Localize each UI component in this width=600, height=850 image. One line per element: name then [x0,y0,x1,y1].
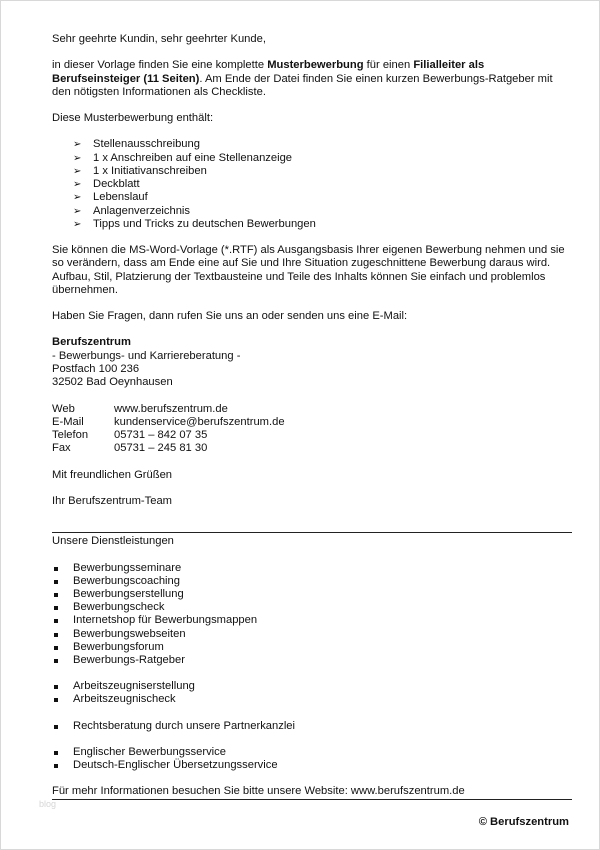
services-list-2 [52,680,572,706]
contact-row-fax [52,442,572,455]
address-subtitle: - Bewerbungs- und Karriereberatung - [52,349,241,362]
word-template-paragraph: Sie können die MS-Word-Vorlage (*.RTF) als Ausgangsbasis Ihrer eigenen Bewerbung nehmen und sie so verändern, dass am Ende eine auf Sie und Ihre Situation zugeschnittene Bewerbung daraus wird. Aufbau, Stil, Platzierung der Textbausteine und Teile des Inhalts können Sie einfach und problemlos übernehmen. [52,243,565,296]
intro-text-1: in dieser Vorlage finden Sie eine komplette [52,59,268,72]
contact-table [52,403,572,456]
list-item: Bewerbungscheck [52,601,572,614]
contains-list [52,138,572,230]
contact-value[interactable]: kundenservice@berufszentrum.de [114,415,285,428]
contact-value: 05731 – 842 07 35 [114,429,208,442]
signature: Ihr Berufszentrum-Team [52,495,172,508]
intro-bold-2: Filialleiter als Berufseinsteiger (11 Seiten) [52,59,485,85]
salutation: Sehr geehrte Kundin, sehr geehrter Kunde, [52,33,266,45]
contact-row-web [52,403,572,416]
address-city: 32502 Bad Oeynhausen [52,376,173,389]
services-list-1 [52,562,572,668]
services-list-4 [52,746,572,772]
list-item: ➢ Stellenausschreibung [73,138,572,151]
contact-value: 05731 – 245 81 30 [114,442,208,455]
list-item: Bewerbungsforum [52,641,572,654]
intro-bold-1: Musterbewerbung [267,59,364,72]
list-item: Bewerbungswebseiten [52,628,572,641]
contact-value[interactable]: www.berufszentrum.de [114,402,228,415]
services-heading: Unsere Dienstleistungen [52,535,174,548]
closing: Mit freundlichen Grüßen [52,468,173,481]
list-item: Arbeitszeugniserstellung [52,680,572,693]
intro-text-2: für einen [363,59,414,72]
contact-row-email [52,416,572,429]
list-item: Bewerbungserstellung [52,588,572,601]
list-item: Internetshop für Bewerbungsmappen [52,614,572,627]
list-item: Bewerbungscoaching [52,575,572,588]
services-list-3 [52,720,572,733]
list-item: Deutsch-Englischer Übersetzungsservice [52,759,572,772]
more-info: Für mehr Informationen besuchen Sie bitte unsere Website: www.berufszentrum.de [52,785,465,798]
company-name: Berufszentrum [52,336,131,349]
list-item: ➢ 1 x Initiativanschreiben [73,165,572,178]
contact-label: Web [52,402,75,415]
contact-label: Telefon [52,429,89,442]
list-item: ➢ 1 x Anschreiben auf eine Stellenanzeige [73,152,572,165]
list-item: Bewerbungsseminare [52,562,572,575]
address-street: Postfach 100 236 [52,362,140,375]
list-item: ➢ Anlagenverzeichnis [73,205,572,218]
list-item: Arbeitszeugnischeck [52,693,572,706]
intro-paragraph [52,59,572,99]
questions-paragraph: Haben Sie Fragen, dann rufen Sie uns an oder senden uns eine E-Mail: [52,310,408,323]
contact-label: Fax [52,442,71,455]
intro-text-3: . Am Ende der Datei finden Sie einen kurzen Bewerbungs-Ratgeber mit den nötigsten Informationen als Checkliste. [52,72,553,98]
list-item: ➢ Tipps und Tricks zu deutschen Bewerbungen [73,218,572,231]
contact-row-phone [52,429,572,442]
watermark: blog [39,799,57,809]
list-item: ➢ Lebenslauf [73,191,572,204]
list-item: ➢ Deckblatt [73,178,572,191]
list-item: Bewerbungs-Ratgeber [52,654,572,667]
address-name [52,336,572,349]
document-body [52,33,572,800]
list-item: Englischer Bewerbungsservice [52,746,572,759]
contact-label: E-Mail [52,415,84,428]
copyright: © Berufszentrum [478,816,569,828]
footer-divider [52,799,572,800]
contains-heading: Diese Musterbewerbung enthält: [52,112,214,125]
list-item: Rechtsberatung durch unsere Partnerkanzlei [52,720,572,733]
